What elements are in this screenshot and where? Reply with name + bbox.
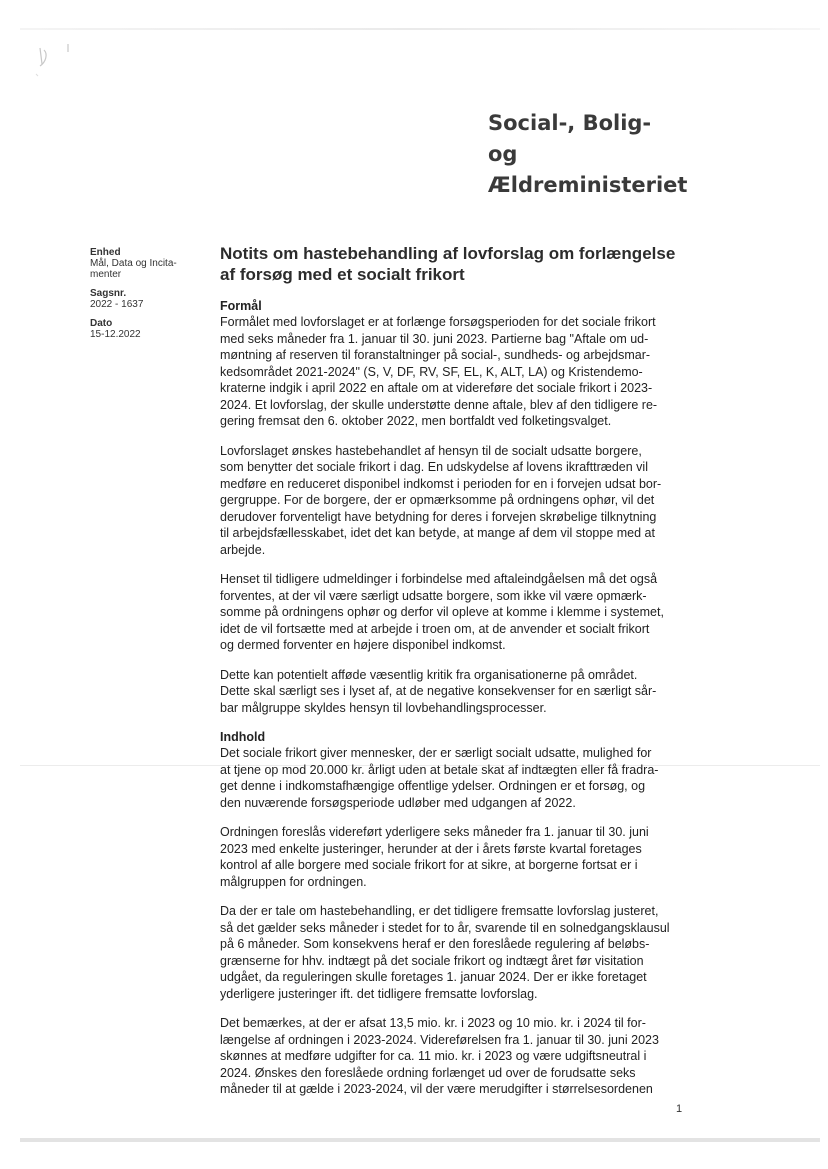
paragraph-line: grænserne for hhv. indtægt på det sociale frikort og indtægt året før visitation <box>220 953 644 968</box>
paragraph-line: get denne i indkomstafhængige offentlige ydelser. Ordningen er et forsøg, og <box>220 779 646 793</box>
paragraph-line: yderligere justeringer ift. det tidligere fremsatte lovforslag. <box>220 986 538 1001</box>
handwritten-mark-icon <box>28 40 78 80</box>
paragraph-line: somme på ordningens ophør og derfor vil opleve at komme i klemme i systemet, <box>220 605 664 619</box>
paragraph-line: gering fremsat den 6. oktober 2022, men bortfaldt ved folketingsvalget. <box>220 414 612 428</box>
paragraph-line: Dette skal særligt ses i lyset af, at de negative konsekvenser for en særligt sår- <box>220 684 657 698</box>
paragraph-line: den nuværende forsøgsperiode udløber med udgangen af 2022. <box>220 795 576 810</box>
paragraph-line: målgruppen for ordningen. <box>220 874 367 889</box>
paragraph-line: og dermed forventer en højere disponibel indkomst. <box>220 638 506 652</box>
paragraph-line: så det gælder seks måneder i stedet for to år, svarende til en solnedgangsklausul <box>220 920 670 935</box>
paragraph-line: forventes, at der vil være særligt udsatte borgere, som ikke vil være opmærk- <box>220 588 647 603</box>
paragraph-line: med seks måneder fra 1. januar til 30. juni 2023. Partierne bag "Aftale om ud- <box>220 331 649 346</box>
paragraph-line: Lovforslaget ønskes hastebehandlet af hensyn til de socialt udsatte borgere, <box>220 443 642 458</box>
unit-value-line2: menter <box>90 269 122 280</box>
paragraph-line: arbejde. <box>220 542 266 557</box>
scan-edge-bottom <box>20 1138 820 1142</box>
paragraph-line: at tjene op mod 20.000 kr. årligt uden at betale skat af indtægten eller få fradra- <box>220 762 659 777</box>
document-sections <box>220 298 684 1098</box>
paragraph-line: 2023 med enkelte justeringer, herunder at der i årets første kvartal foretages <box>220 841 642 856</box>
paragraph-line: skønnes at medføre udgifter for ca. 11 mio. kr. i 2023 og være udgiftsneutral i <box>220 1049 647 1063</box>
paragraph-line: medføre en reduceret disponibel indkomst i perioden for en i forvejen udsat bor- <box>220 476 662 491</box>
paragraph-line: længelse af ordningen i 2023-2024. Videreførelsen fra 1. januar til 30. juni 2023 <box>220 1032 659 1047</box>
paragraph-line: derudover forventeligt have betydning for deres i forvejen skrøbelige tilknytning <box>220 509 657 524</box>
ministry-logo-text <box>488 108 688 201</box>
paragraph-line: som benytter det sociale frikort i dag. En udskydelse af lovens ikrafttræden vil <box>220 460 648 474</box>
paragraph <box>220 443 684 559</box>
case-number-value: 2022 - 1637 <box>90 299 144 310</box>
paragraph <box>220 314 684 430</box>
date-value: 15-12.2022 <box>90 329 141 340</box>
paragraph-line: Da der er tale om hastebehandling, er det tidligere fremsatte lovforslag justeret, <box>220 904 659 918</box>
ministry-name-line1: Social-, Bolig- og <box>488 111 652 166</box>
unit-value-line1: Mål, Data og Incita- <box>90 258 177 269</box>
document-body <box>220 243 684 1111</box>
unit-label: Enhed <box>90 247 121 258</box>
paragraph-line: på 6 måneder. Som konsekvens heraf er den foreslåede regulering af beløbs- <box>220 937 650 951</box>
paragraph <box>220 824 684 890</box>
date-label: Dato <box>90 318 113 329</box>
unit-value <box>90 258 200 280</box>
title-line: Notits om hastebehandling af lovforslag om forlængelse <box>220 244 676 263</box>
paragraph <box>220 1015 684 1098</box>
paragraph <box>220 903 684 1002</box>
case-number-label: Sagsnr. <box>90 288 127 299</box>
ministry-name-line2: Ældreministeriet <box>488 173 688 197</box>
paragraph-line: Det sociale frikort giver mennesker, der er særligt socialt udsatte, mulighed for <box>220 746 652 760</box>
paragraph-line: bar målgruppe skyldes hensyn til lovbehandlingsprocesser. <box>220 700 547 715</box>
paragraph-line: Ordningen foreslås videreført yderligere seks måneder fra 1. januar til 30. juni <box>220 825 649 839</box>
paragraph <box>220 571 684 654</box>
paragraph-line: måneder til at gælde i 2023-2024, vil der være merudgifter i størrelsesordenen <box>220 1082 653 1096</box>
scan-edge-top <box>20 28 820 30</box>
paragraph-line: kraterne indgik i april 2022 en aftale om at videreføre det sociale frikort i 2023- <box>220 381 653 395</box>
paragraph-line: Dette kan potentielt afføde væsentlig kritik fra organisationerne på området. <box>220 667 638 682</box>
paragraph-line: Formålet med lovforslaget er at forlænge forsøgsperioden for det sociale frikort <box>220 315 656 329</box>
paragraph-line: kontrol af alle borgere med sociale frikort for at sikre, at borgerne fortsat er i <box>220 858 638 872</box>
paragraph-line: til arbejdsfællesskabet, idet det kan betyde, at mange af dem vil stoppe med at <box>220 526 655 540</box>
paragraph-line: kedsområdet 2021-2024" (S, V, DF, RV, SF, EL, K, ALT, LA) og Kristendemo- <box>220 364 643 379</box>
paragraph-line: møntning af reserven til foranstaltninger på social-, sundheds- og arbejdsmar- <box>220 348 651 362</box>
paragraph <box>220 667 684 717</box>
section-heading: Indhold <box>220 730 266 744</box>
paragraph-line: 2024. Ønskes den foreslåede ordning forlænget ud over de forudsatte seks <box>220 1065 636 1080</box>
paragraph <box>220 745 684 811</box>
page-number: 1 <box>676 1103 683 1115</box>
paragraph-line: 2024. Et lovforslag, der skulle understøtte denne aftale, blev af den tidligere re- <box>220 397 658 412</box>
document-metadata <box>90 247 200 348</box>
paragraph-line: idet de vil fortsætte med at arbejde i troen om, at de anvender et socialt frikort <box>220 621 650 636</box>
paragraph-line: gergruppe. For de borgere, der er opmærksomme på ordningens ophør, vil det <box>220 493 655 507</box>
document-title <box>220 243 684 285</box>
paragraph-line: Henset til tidligere udmeldinger i forbindelse med aftaleindgåelsen må det også <box>220 572 658 586</box>
paragraph-line: udgået, da reguleringen skulle foretages 1. januar 2024. Der er ikke foretaget <box>220 970 647 984</box>
title-line: af forsøg med et socialt frikort <box>220 265 465 284</box>
paragraph-line: Det bemærkes, at der er afsat 13,5 mio. kr. i 2023 og 10 mio. kr. i 2024 til for- <box>220 1016 646 1030</box>
section-heading: Formål <box>220 299 262 313</box>
